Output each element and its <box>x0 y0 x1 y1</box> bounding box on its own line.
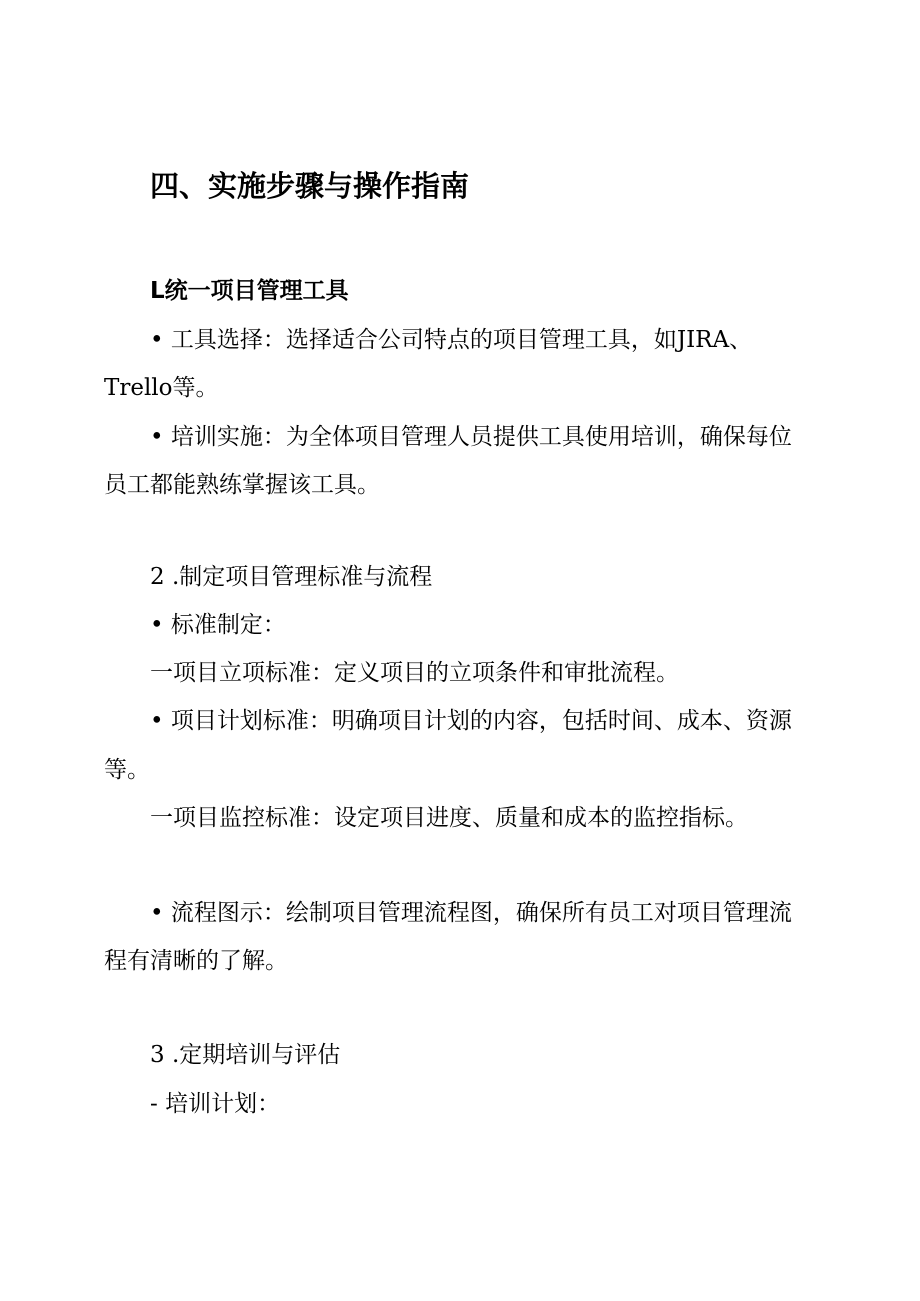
monitoring-standard: 一项目监控标准：设定项目进度、质量和成本的监控指标。 <box>150 805 748 831</box>
training-plan-label: - 培训计划： <box>150 1091 281 1117</box>
subsection-title-2: 2 .制定项目管理标准与流程 <box>150 564 433 590</box>
flowchart-line-2: 程有清晰的了解。 <box>104 948 288 974</box>
flowchart-line-1: • 流程图示：绘制项目管理流程图，确保所有员工对项目管理流 <box>150 900 792 926</box>
planning-standard-line-1: • 项目计划标准：明确项目计划的内容，包括时间、成本、资源 <box>150 708 792 734</box>
subsection-title-3: 3 .定期培训与评估 <box>150 1042 341 1068</box>
tool-selection-line-1: • 工具选择：选择适合公司特点的项目管理工具，如JIRA、 <box>150 327 753 353</box>
training-line-1: • 培训实施：为全体项目管理人员提供工具使用培训，确保每位 <box>150 424 792 450</box>
initiation-standard: 一项目立项标准：定义项目的立项条件和审批流程。 <box>150 660 679 686</box>
planning-standard-line-2: 等。 <box>104 757 150 783</box>
subsection-title-1: L统一项目管理工具 <box>150 278 349 304</box>
section-heading: 四、实施步骤与操作指南 <box>150 169 470 203</box>
training-line-2: 员工都能熟练掌握该工具。 <box>104 472 380 498</box>
tool-selection-line-2: Trello等。 <box>104 375 219 401</box>
standards-label: • 标准制定： <box>150 612 286 638</box>
